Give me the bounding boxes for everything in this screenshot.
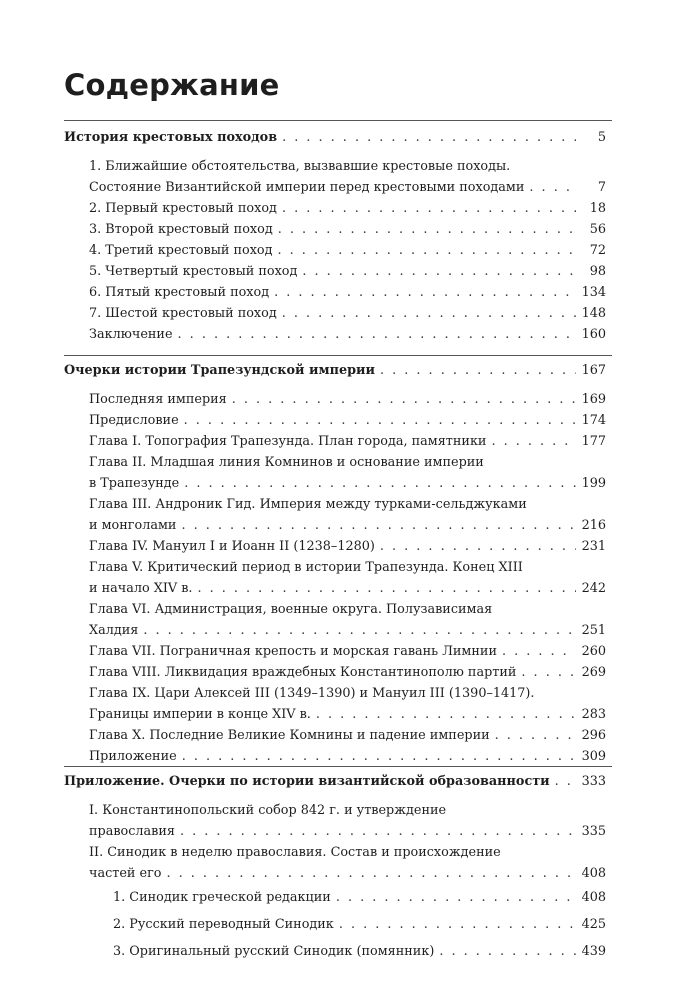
toc-entry[interactable] <box>0 156 606 198</box>
dot-leader <box>182 746 576 767</box>
entry-text: Глава VI. Администрация, военные округа. Полузависимая <box>89 602 493 617</box>
toc-entry[interactable] <box>0 683 606 725</box>
dot-leader <box>282 303 576 324</box>
entry-text: в Трапезунде <box>89 476 180 491</box>
entry-text: Халдия <box>89 623 139 638</box>
dot-leader <box>167 863 577 884</box>
page-title: Содержание <box>64 68 280 102</box>
entry-text: 4. Третий крестовый поход <box>89 243 273 258</box>
toc-entry[interactable] <box>0 431 606 452</box>
toc-entry[interactable] <box>0 494 606 536</box>
entry-text: православия <box>89 824 175 839</box>
toc-entry[interactable] <box>0 198 606 219</box>
toc-entry[interactable] <box>0 599 606 641</box>
toc-entry[interactable] <box>0 641 606 662</box>
toc-entry[interactable] <box>0 725 606 746</box>
page-number: 269 <box>581 665 606 680</box>
entry-text: и начало XIV в. <box>89 581 193 596</box>
dot-leader <box>302 261 576 282</box>
dot-leader <box>198 578 577 599</box>
dot-leader <box>274 282 576 303</box>
dot-leader <box>439 941 576 962</box>
toc-subentry[interactable] <box>0 914 606 935</box>
page-number: 335 <box>581 824 606 839</box>
toc-entry[interactable] <box>0 746 606 767</box>
page-number: 408 <box>581 866 606 881</box>
entry-text: Границы империи в конце XIV в. <box>89 707 311 722</box>
toc-entry[interactable] <box>0 324 606 345</box>
entry-text: Глава III. Андроник Гид. Империя между турками-сельджуками <box>89 497 527 512</box>
page-number: 309 <box>581 749 606 764</box>
entry-text: частей его <box>89 866 162 881</box>
page-number: 160 <box>581 327 606 342</box>
entry-text: Глава VII. Пограничная крепость и морская гавань Лимнии <box>89 644 497 659</box>
entry-text: 2. Русский переводный Синодик <box>113 917 334 932</box>
entry-text: 6. Пятый крестовый поход <box>89 285 270 300</box>
page-number: 425 <box>581 917 606 932</box>
toc-entry[interactable] <box>0 389 606 410</box>
page-number: 231 <box>581 539 606 554</box>
page-number: 242 <box>581 581 606 596</box>
entry-text: 2. Первый крестовый поход <box>89 201 277 216</box>
page-number: 333 <box>581 774 606 789</box>
entry-text: 3. Второй крестовый поход <box>89 222 273 237</box>
dot-leader <box>491 431 576 452</box>
dot-leader <box>278 240 576 261</box>
dot-leader <box>495 725 576 746</box>
entry-text: I. Константинопольский собор 842 г. и утверждение <box>89 803 447 818</box>
entry-text: История крестовых походов <box>64 130 278 145</box>
entry-text: Приложение <box>89 749 177 764</box>
page-number: 5 <box>597 130 606 145</box>
entry-text: 3. Оригинальный русский Синодик (помянник) <box>113 944 435 959</box>
dot-leader <box>380 536 576 557</box>
toc-entry[interactable] <box>0 800 606 842</box>
dot-leader <box>282 127 576 148</box>
page-number: 251 <box>581 623 606 638</box>
toc-subentry[interactable] <box>0 887 606 908</box>
dot-leader <box>339 914 576 935</box>
section-divider <box>64 766 612 767</box>
page-number: 148 <box>581 306 606 321</box>
toc-entry[interactable] <box>0 662 606 683</box>
entry-text: 7. Шестой крестовый поход <box>89 306 277 321</box>
entry-text: II. Синодик в неделю православия. Состав и происхождение <box>89 845 501 860</box>
entry-text: Приложение. Очерки по истории византийской образованности <box>64 774 550 789</box>
entry-text: Предисловие <box>89 413 179 428</box>
dot-leader <box>181 515 576 536</box>
entry-text: Состояние Византийской империи перед крестовыми походами <box>89 180 525 195</box>
dot-leader <box>278 219 576 240</box>
section-divider <box>64 355 612 356</box>
toc-entry[interactable] <box>0 219 606 240</box>
toc-entry[interactable] <box>0 452 606 494</box>
entry-text: Глава V. Критический период в истории Трапезунда. Конец XIII <box>89 560 523 575</box>
page-number: 439 <box>581 944 606 959</box>
entry-text: Заключение <box>89 327 173 342</box>
toc-entry[interactable] <box>0 261 606 282</box>
section-heading[interactable] <box>0 771 606 792</box>
page-number: 18 <box>589 201 606 216</box>
entry-text: Глава VIII. Ликвидация враждебных Константинополю партий <box>89 665 517 680</box>
page-number: 98 <box>589 264 606 279</box>
page-number: 134 <box>581 285 606 300</box>
page-number: 408 <box>581 890 606 905</box>
entry-text: Глава I. Топография Трапезунда. План города, памятники <box>89 434 487 449</box>
page-number: 174 <box>581 413 606 428</box>
entry-text: Глава IV. Мануил I и Иоанн II (1238–1280) <box>89 539 375 554</box>
toc-entry[interactable] <box>0 842 606 884</box>
dot-leader <box>529 177 576 198</box>
toc-entry[interactable] <box>0 536 606 557</box>
entry-text: Глава IX. Цари Алексей III (1349–1390) и Мануил III (1390–1417). <box>89 686 535 701</box>
toc-entry[interactable] <box>0 557 606 599</box>
page-number: 177 <box>581 434 606 449</box>
entry-text: Глава X. Последние Великие Комнины и падение империи <box>89 728 490 743</box>
page-number: 169 <box>581 392 606 407</box>
toc-subentry[interactable] <box>0 941 606 962</box>
dot-leader <box>282 198 576 219</box>
section-heading[interactable] <box>0 360 606 381</box>
entry-text: Глава II. Младшая линия Комнинов и основание империи <box>89 455 484 470</box>
page-number: 283 <box>581 707 606 722</box>
dot-leader <box>180 821 576 842</box>
dot-leader <box>316 704 576 725</box>
entry-text: 1. Синодик греческой редакции <box>113 890 331 905</box>
dot-leader <box>380 360 576 381</box>
dot-leader <box>555 771 576 792</box>
page-number: 296 <box>581 728 606 743</box>
dot-leader <box>143 620 576 641</box>
entry-text: и монголами <box>89 518 177 533</box>
section-heading[interactable] <box>0 127 606 148</box>
page-number: 56 <box>589 222 606 237</box>
dot-leader <box>184 410 576 431</box>
toc-entry[interactable] <box>0 410 606 431</box>
dot-leader <box>336 887 576 908</box>
toc-entry[interactable] <box>0 303 606 324</box>
section-divider <box>64 120 612 121</box>
page-number: 199 <box>581 476 606 491</box>
entry-text: Очерки истории Трапезундской империи <box>64 363 376 378</box>
page-number: 260 <box>581 644 606 659</box>
dot-leader <box>521 662 576 683</box>
dot-leader <box>178 324 576 345</box>
entry-text: 5. Четвертый крестовый поход <box>89 264 298 279</box>
page-number: 167 <box>581 363 606 378</box>
page-number: 7 <box>597 180 606 195</box>
dot-leader <box>502 641 576 662</box>
dot-leader <box>184 473 576 494</box>
page-number: 216 <box>581 518 606 533</box>
dot-leader <box>232 389 576 410</box>
entry-text: Последняя империя <box>89 392 227 407</box>
entry-text: 1. Ближайшие обстоятельства, вызвавшие крестовые походы. <box>89 159 511 174</box>
page-number: 72 <box>589 243 606 258</box>
toc-entry[interactable] <box>0 240 606 261</box>
toc-entry[interactable] <box>0 282 606 303</box>
